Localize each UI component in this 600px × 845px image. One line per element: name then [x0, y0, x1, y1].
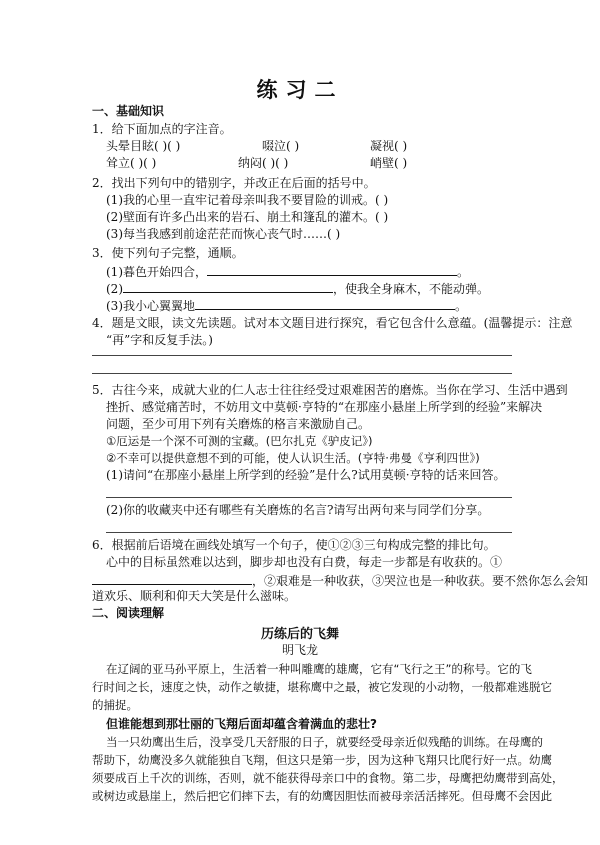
q2-item-3: (3)每当我感到前途茫茫而恢心丧气时……( )	[106, 227, 341, 241]
q5-sub1-answer-line[interactable]	[106, 497, 512, 498]
q2-item-1: (1)我的心里一直牢记着母亲叫我不要冒险的训戒。( )	[106, 193, 389, 207]
q3-item-1-blank[interactable]	[207, 263, 457, 276]
q5-quote-2: ②不幸可以提供意想不到的可能，使人认识生活。(亨特·弗曼《亨利四世》)	[106, 451, 480, 465]
q6-line-3	[92, 572, 588, 589]
q4-answer-line-1[interactable]	[92, 355, 512, 356]
article-line-8: 或树边或悬崖上，然后把它们摔下去，有的幼鹰因胆怯而被母亲活活摔死。但母鹰不会因此	[92, 789, 552, 803]
q3-item-2-tail: ，使我全身麻木，不能动弹。	[333, 282, 490, 296]
q6-blank[interactable]	[92, 572, 252, 585]
article-line-1: 在辽阔的亚马孙平原上，生活着一种叫雕鹰的雄鹰，它有“飞行之王”的称号。它的飞	[106, 662, 532, 676]
q6-line-3-text: ，②艰难是一种收获，③哭泣也是一种收获。要不然你怎么会知	[252, 574, 589, 588]
page-title: 练习二	[256, 78, 344, 102]
article-title: 历练后的飞舞	[260, 627, 339, 642]
q5-sub2-answer-line[interactable]	[106, 532, 512, 533]
q1-item-2: 啜泣( )	[262, 139, 300, 153]
q5-quote-1: ①厄运是一个深不可测的宝藏。(巴尔扎克《驴皮记》)	[106, 434, 373, 448]
q2-label: 2．找出下列句中的错别字，并改正在后面的括号中。	[92, 176, 376, 190]
q4-answer-line-2[interactable]	[92, 373, 512, 374]
q1-item-3: 凝视( )	[370, 139, 408, 153]
q6-line-4: 道欢乐、顺利和仰天大笑是什么滋味。	[92, 589, 297, 603]
q1-item-4: 耸立( )( )	[106, 156, 157, 170]
q3-item-2-blank[interactable]	[123, 280, 333, 293]
q5-line-1: 5．古往今来，成就大业的仁人志士往往经受过艰难困苦的磨炼。当你在学习、生活中遇到	[92, 383, 568, 397]
article-author: 明飞龙	[281, 643, 318, 657]
q6-line-1: 6．根据前后语境在画线处填写一个句子，使①②③三句构成完整的排比句。	[92, 538, 496, 552]
q1-item-1: 头晕目眩( )( )	[106, 139, 181, 153]
q4-line-1: 4．题是文眼，读文先读题。试对本文题目进行探究，看它包含什么意蕴。(温馨提示：注意	[92, 316, 573, 330]
q3-label: 3．使下列句子完整，通顺。	[92, 246, 244, 260]
q6-line-2: 心中的目标虽然难以达到，脚步却也没有白费，每走一步都是有收获的。①	[106, 555, 503, 569]
article-line-4: 但谁能想到那壮丽的飞翔后面却蕴含着满血的悲壮?	[106, 717, 377, 731]
section-heading-reading: 二、阅读理解	[92, 606, 165, 620]
section-heading-basics: 一、基础知识	[92, 104, 165, 118]
article-line-5: 当一只幼鹰出生后，没享受几天舒服的日子，就要经受母亲近似残酷的训练。在母鹰的	[106, 735, 543, 749]
q1-item-6: 峭壁( )	[370, 156, 408, 170]
q3-item-3-text: (3)我小心翼翼地	[106, 299, 195, 313]
q2-item-2: (2)壁面有许多凸出来的岩石、崩土和篷乱的灌木。( )	[106, 210, 389, 224]
q3-item-2-text: (2)	[106, 282, 123, 296]
article-line-3: 的捕捉。	[92, 698, 138, 712]
article-line-7: 须要成百上千次的训练，否则，就不能获得母亲口中的食物。第二步，母鹰把幼鹰带到高处，	[92, 771, 564, 785]
article-line-6: 帮助下，幼鹰没多久就能独自飞翔，但这只是第一步，因为这种飞翔只比爬行好一点。幼鹰	[92, 753, 552, 767]
q1-item-5: 纳闷( )( )	[238, 156, 289, 170]
q5-sub-1: (1)请问“在那座小悬崖上所学到的经验”是什么?试用莫顿·亨特的话来回答。	[106, 468, 506, 482]
q3-item-1: (1)暮色开始四合， 。	[106, 265, 470, 279]
q3-item-3: (3)我小心翼翼地 。	[106, 299, 468, 313]
q5-line-2: 挫折、感觉痛苦时，不妨用文中莫顿·亨特的“在那座小悬崖上所学到的经验”来解决	[106, 400, 543, 414]
article-line-2: 行时间之长，速度之快，动作之敏捷，堪称鹰中之最，被它发现的小动物，一般都难逃脱它	[92, 680, 552, 694]
q5-sub-2: (2)你的收藏夹中还有哪些有关磨炼的名言?请写出两句来与同学们分享。	[106, 503, 490, 517]
q4-line-2: “再”字和反复手法。)	[106, 333, 213, 347]
q5-line-3: 问题，至少可用下列有关磨炼的格言来激励自己。	[106, 417, 371, 431]
q3-item-2	[106, 280, 489, 297]
q3-item-3-blank[interactable]	[195, 297, 455, 310]
q3-item-1-text: (1)暮色开始四合，	[106, 265, 207, 279]
q1-label: 1．给下面加点的字注音。	[92, 122, 232, 136]
